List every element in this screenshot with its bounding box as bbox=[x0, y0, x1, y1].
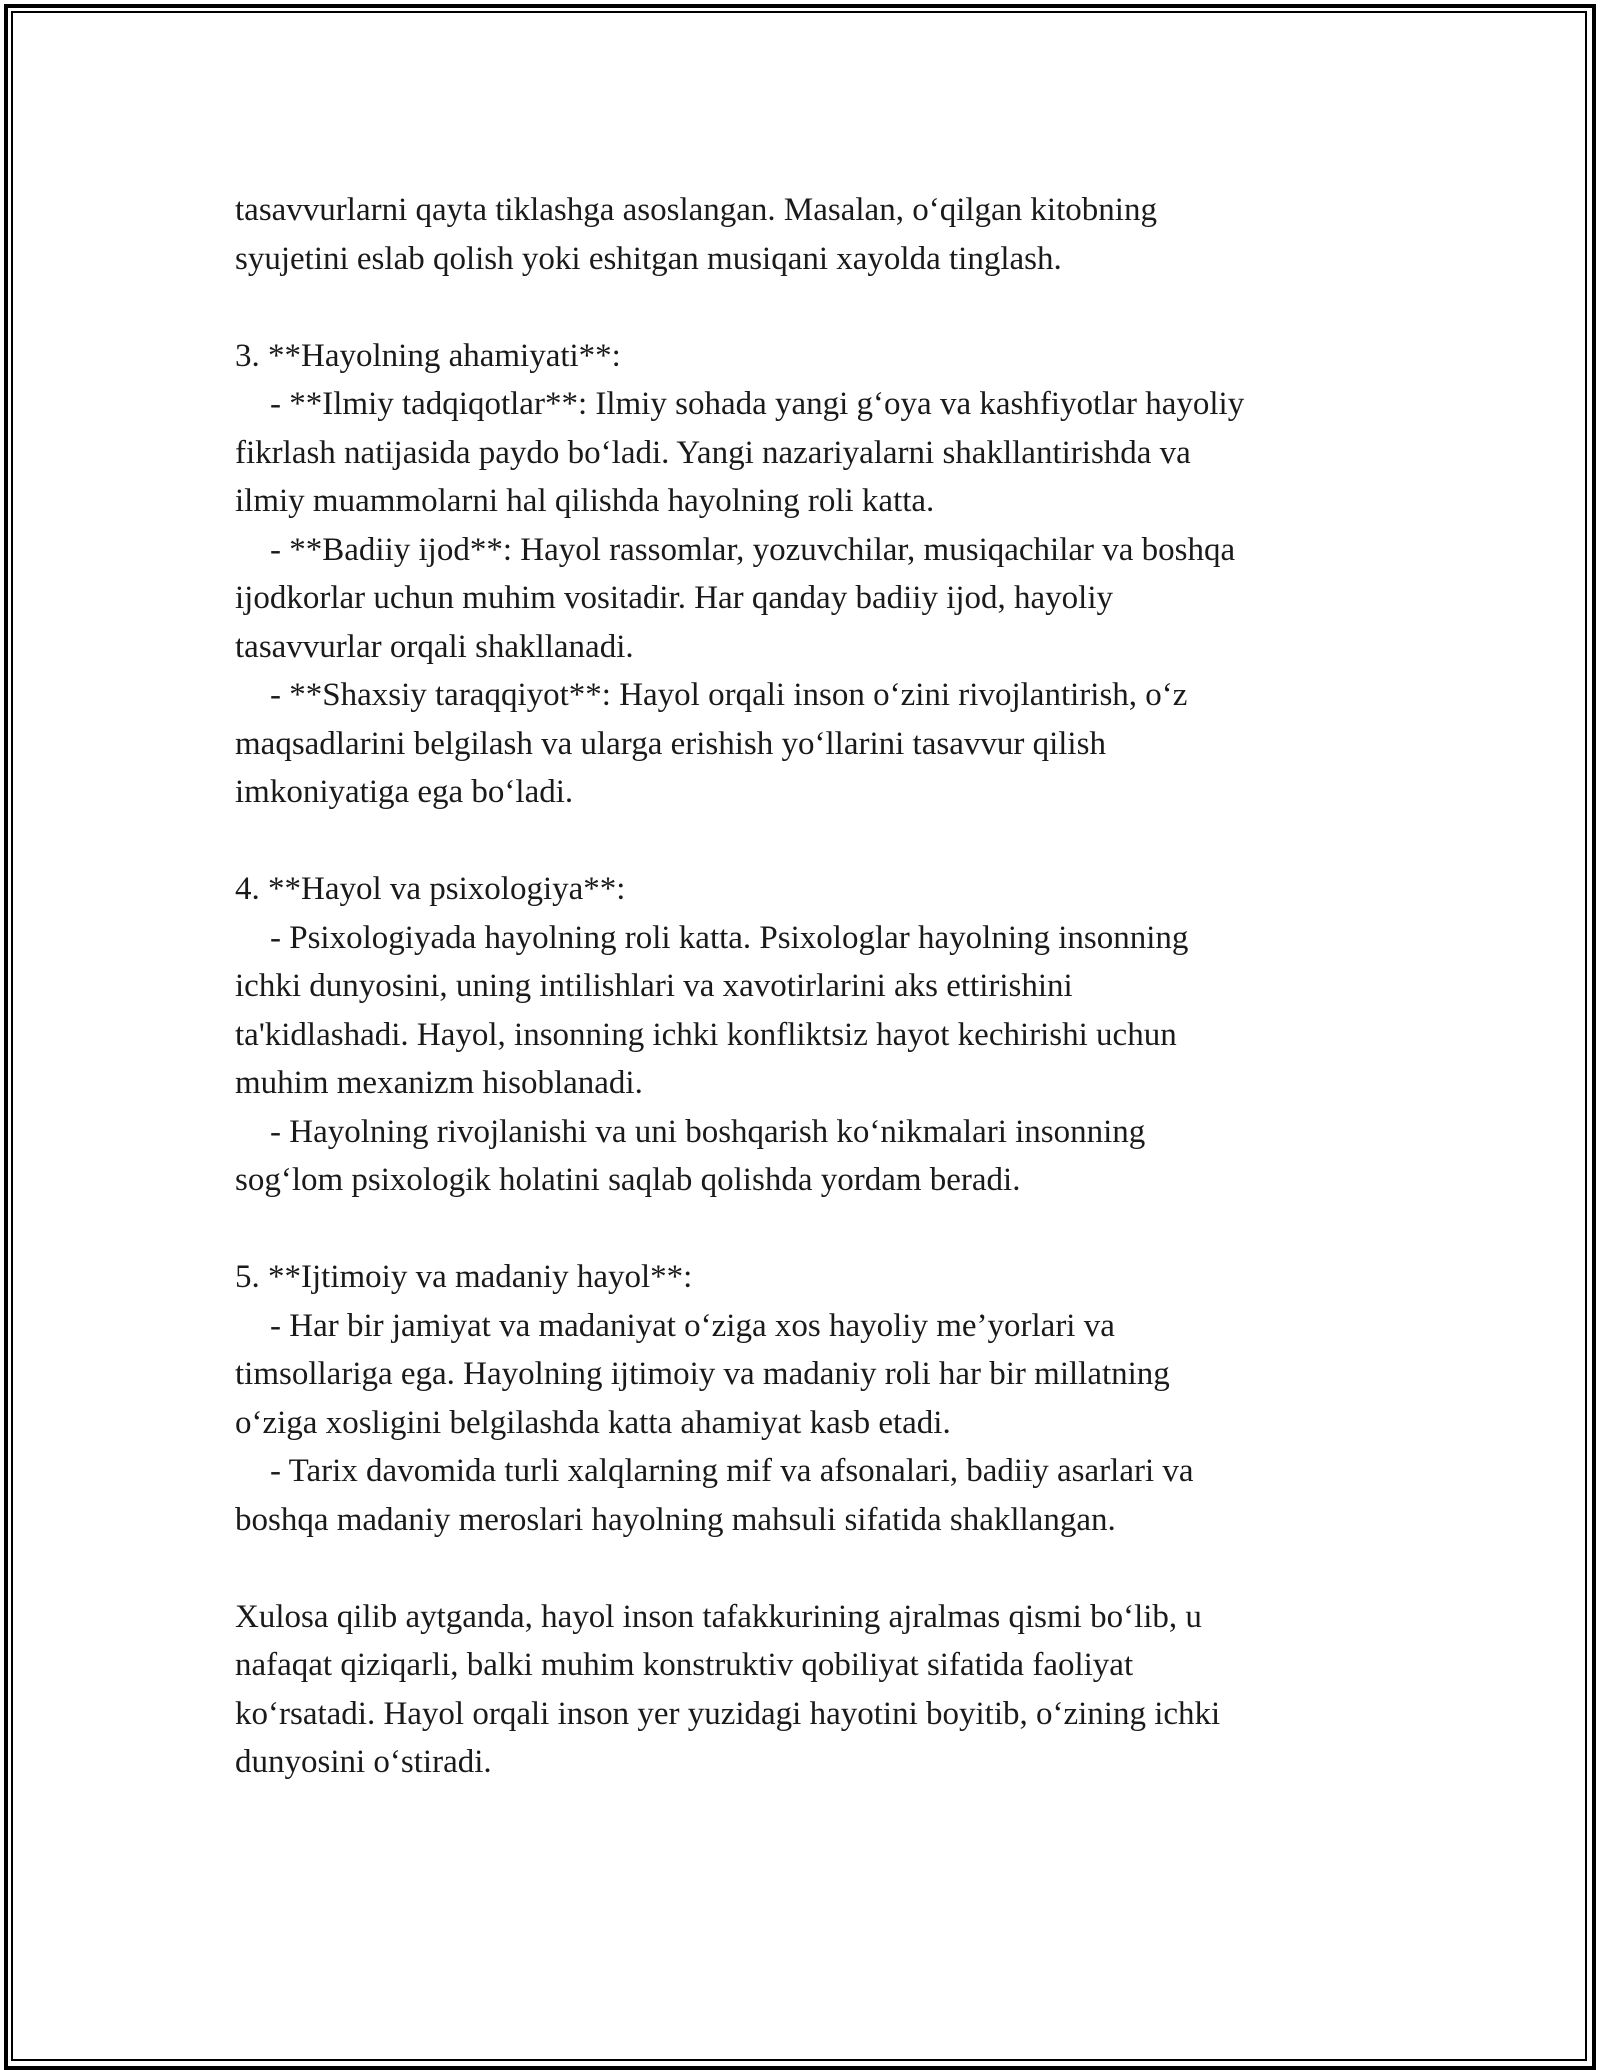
conclusion-line: dunyosini o‘stiradi. bbox=[235, 1744, 492, 1780]
conclusion-line: ko‘rsatadi. Hayol orqali inson yer yuzidagi hayotini boyitib, o‘zining ichki bbox=[235, 1695, 1221, 1732]
bullet-item: - **Badiiy ijod**: Hayol rassomlar, yozuvchilar, musiqachilar va boshqa bbox=[270, 531, 1236, 568]
bullet-item: - Hayolning rivojlanishi va uni boshqarish ko‘nikmalari insonning bbox=[270, 1113, 1146, 1150]
text-line: boshqa madaniy meroslari hayolning mahsuli sifatida shakllangan. bbox=[235, 1501, 1116, 1538]
bullet-item: - **Shaxsiy taraqqiyot**: Hayol orqali inson o‘zini rivojlantirish, o‘z bbox=[270, 677, 1188, 713]
conclusion-line: Xulosa qilib aytganda, hayol inson tafakkurining ajralmas qismi bo‘lib, u bbox=[235, 1598, 1202, 1635]
text-line: imkoniyatiga ega bo‘ladi. bbox=[235, 774, 574, 810]
blank-line bbox=[235, 817, 1385, 866]
bullet-item: - Psixologiyada hayolning roli katta. Psixologlar hayolning insonning bbox=[270, 919, 1189, 956]
blank-line bbox=[235, 1205, 1385, 1254]
text-line: muhim mexanizm hisoblanadi. bbox=[235, 1065, 643, 1101]
text-line: timsollariga ega. Hayolning ijtimoiy va madaniy roli har bir millatning bbox=[235, 1356, 1170, 1392]
text-line: ijodkorlar uchun muhim vositadir. Har qanday badiiy ijod, hayoliy bbox=[235, 580, 1114, 616]
section-heading-4: 4. **Hayol va psixologiya**: bbox=[235, 871, 626, 907]
blank-line bbox=[235, 1544, 1385, 1593]
text-line: maqsadlarini belgilash va ularga erishish yo‘llarini tasavvur qilish bbox=[235, 725, 1106, 762]
document-body bbox=[235, 186, 1385, 1787]
section-heading-3: 3. **Hayolning ahamiyati**: bbox=[235, 337, 621, 374]
text-line: sog‘lom psixologik holatini saqlab qolishda yordam beradi. bbox=[235, 1162, 1021, 1198]
text-line: ta'kidlashadi. Hayol, insonning ichki konfliktsiz hayot kechirishi uchun bbox=[235, 1016, 1177, 1053]
blank-line bbox=[235, 283, 1385, 332]
text-line: ichki dunyosini, uning intilishlari va xavotirlarini aks ettirishini bbox=[235, 968, 1073, 1004]
text-line: syujetini eslab qolish yoki eshitgan musiqani xayolda tinglash. bbox=[235, 240, 1062, 277]
text-line: tasavvurlar orqali shakllanadi. bbox=[235, 628, 634, 665]
text-line: o‘ziga xosligini belgilashda katta ahamiyat kasb etadi. bbox=[235, 1404, 951, 1441]
bullet-item: - Har bir jamiyat va madaniyat o‘ziga xos hayoliy me’yorlari va bbox=[270, 1307, 1115, 1344]
bullet-item: - **Ilmiy tadqiqotlar**: Ilmiy sohada yangi g‘oya va kashfiyotlar hayoliy bbox=[270, 386, 1245, 422]
text-line: ilmiy muammolarni hal qilishda hayolning roli katta. bbox=[235, 483, 935, 519]
text-line: fikrlash natijasida paydo bo‘ladi. Yangi nazariyalarni shakllantirishda va bbox=[235, 434, 1191, 471]
conclusion-line: nafaqat qiziqarli, balki muhim konstruktiv qobiliyat sifatida faoliyat bbox=[235, 1647, 1134, 1683]
text-line: tasavvurlarni qayta tiklashga asoslangan. Masalan, o‘qilgan kitobning bbox=[235, 192, 1157, 228]
section-heading-5: 5. **Ijtimoiy va madaniy hayol**: bbox=[235, 1259, 693, 1295]
bullet-item: - Tarix davomida turli xalqlarning mif va afsonalari, badiiy asarlari va bbox=[270, 1453, 1194, 1489]
